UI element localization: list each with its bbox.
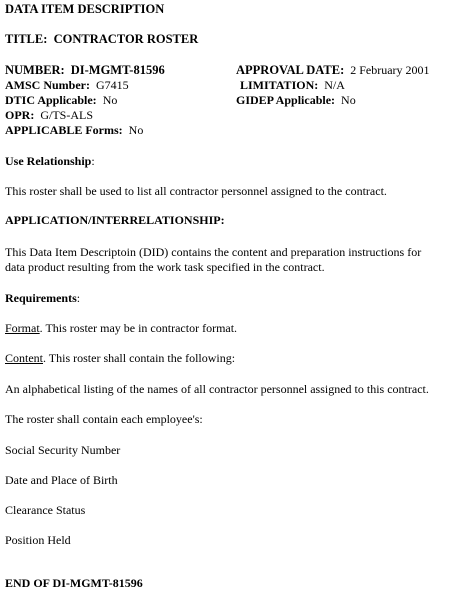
opr-label: OPR: [5,108,35,122]
approval-line [236,63,430,77]
limitation-value: N/A [324,78,345,92]
limitation-label: LIMITATION: [240,78,319,92]
content-label: Content [5,351,43,365]
requirements-label: Requirements [5,291,77,305]
use-relationship-text: This roster shall be used to list all contractor personnel assigned to the contract. [5,184,387,198]
application-text-2: data product resulting from the work task specified in the contract. [5,260,325,274]
number-line [5,63,165,77]
roster-text: The roster shall contain each employee's: [5,412,203,426]
listing-text: An alphabetical listing of the names of all contractor personnel assigned to this contract. [5,382,429,396]
dtic-line [5,93,117,107]
requirements-heading [5,291,80,305]
title-value: CONTRACTOR ROSTER [53,32,199,46]
application-text-1: This Data Item Descriptoin (DID) contains the content and preparation instructions for [5,245,422,259]
use-heading-colon: : [91,154,95,168]
application-heading: APPLICATION/INTERRELATIONSHIP: [5,213,225,227]
content-text: . This roster shall contain the following: [43,351,236,365]
number-value: DI-MGMT-81596 [70,63,165,77]
opr-value: G/TS-ALS [40,108,93,122]
content-line [5,351,235,365]
forms-value: No [128,123,144,137]
document-heading: DATA ITEM DESCRIPTION [5,2,165,16]
number-label: NUMBER: [5,63,65,77]
list-item-birth: Date and Place of Birth [5,473,118,487]
approval-label: APPROVAL DATE: [236,63,345,77]
format-text: . This roster may be in contractor format. [39,321,238,335]
list-item-clearance: Clearance Status [5,503,86,517]
limitation-line [240,78,345,92]
format-line [5,321,237,335]
list-item-position: Position Held [5,533,71,547]
format-label: Format [5,321,40,335]
approval-value: 2 February 2001 [350,63,430,77]
gidep-label: GIDEP Applicable: [236,93,336,107]
dtic-label: DTIC Applicable: [5,93,97,107]
gidep-line [236,93,356,107]
list-item-ssn: Social Security Number [5,443,121,457]
forms-label: APPLICABLE Forms: [5,123,123,137]
opr-line [5,108,93,122]
amsc-label: AMSC Number: [5,78,90,92]
use-relationship-heading [5,154,95,168]
title-line [5,32,198,46]
dtic-value: No [102,93,118,107]
gidep-value: No [341,93,356,107]
forms-line [5,123,143,137]
amsc-value: G7415 [96,78,129,92]
use-heading-label: Use Relationship [5,154,92,168]
title-label: TITLE: [5,32,48,46]
amsc-line [5,78,129,92]
end-of-document: END OF DI-MGMT-81596 [5,576,143,590]
requirements-colon: : [76,291,81,305]
